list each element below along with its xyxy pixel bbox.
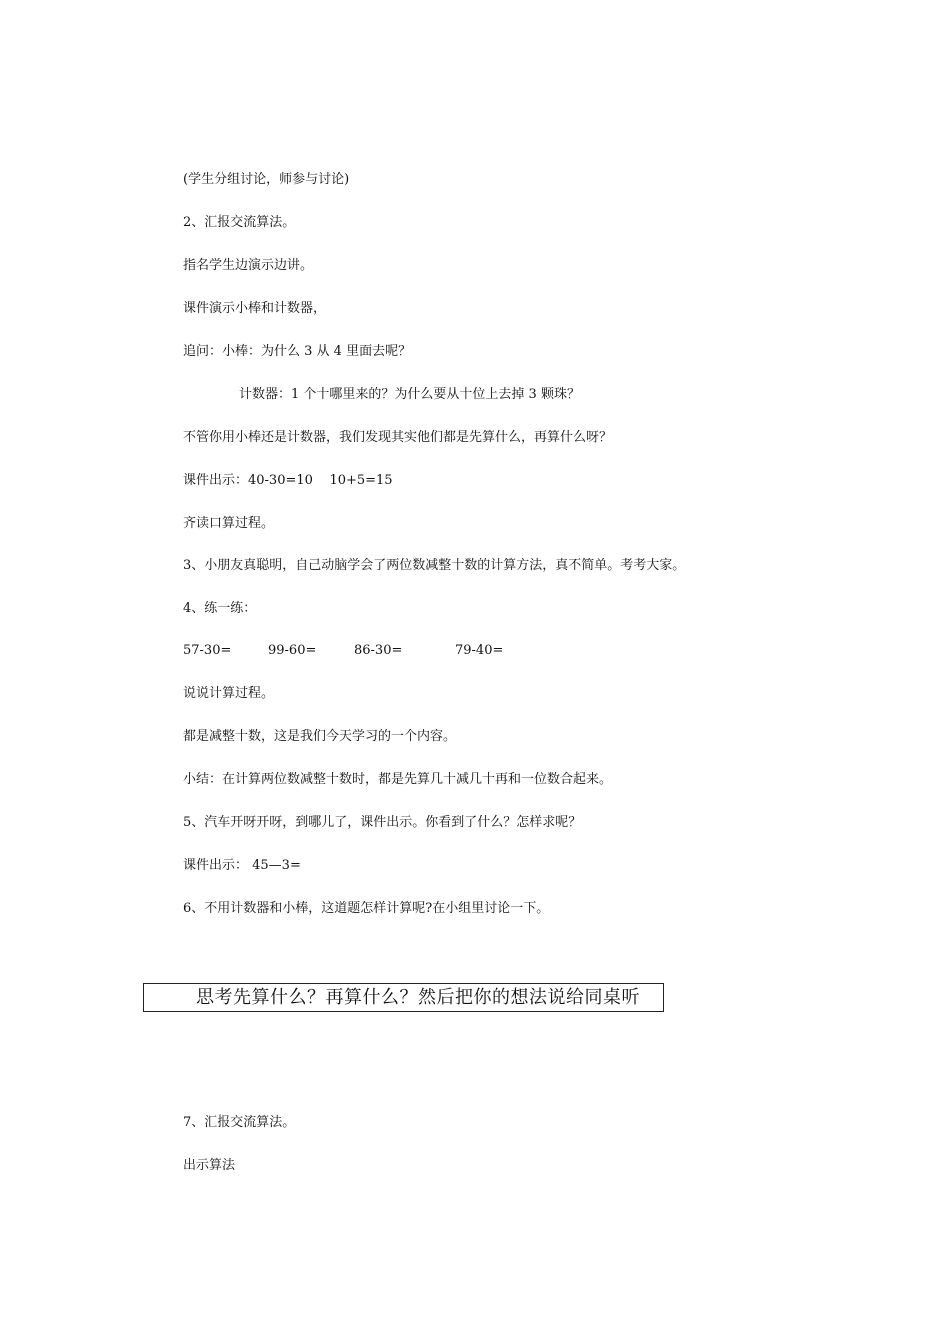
step-5-car: 5、汽车开呀开呀，到哪儿了，课件出示。你看到了什么？怎样求呢？ [183,815,582,830]
courseware-show-2: 课件出示： 45—3= [183,858,301,873]
step-6-discuss: 6、不用计数器和小棒，这道题怎样计算呢?在小组里讨论一下。 [183,901,550,916]
courseware-show-1: 课件出示：40-30=10 10+5=15 [183,473,393,488]
boxed-prompt-text: 思考先算什么？再算什么？然后把你的想法说给同桌听 [196,987,640,1008]
step-7-report: 7、汇报交流算法。 [183,1115,296,1130]
courseware-demo: 课件演示小棒和计数器， [183,301,327,316]
exercise-1: 57-30= [183,643,232,658]
followup-sticks: 追问：小棒：为什么 3 从 4 里面去呢？ [183,344,412,359]
discussion-note: (学生分组讨论，师参与讨论) [183,172,350,187]
step-3-praise: 3、小朋友真聪明，自己动脑学会了两位数减整十数的计算方法，真不简单。考考大家。 [183,558,686,573]
show-method: 出示算法 [183,1158,236,1173]
read-aloud: 齐读口算过程。 [183,516,275,531]
step-2-report: 2、汇报交流算法。 [183,215,296,230]
summary: 小结：在计算两位数减整十数时，都是先算几十减几十再和一位数合起来。 [183,772,613,787]
step-4-practice: 4、练一练： [183,601,257,616]
question-order: 不管你用小棒还是计数器，我们发现其实他们都是先算什么，再算什么呀？ [183,430,613,445]
explain-process: 说说计算过程。 [183,686,275,701]
exercise-2: 99-60= [268,643,317,658]
exercise-4: 79-40= [455,643,504,658]
student-demo: 指名学生边演示边讲。 [183,258,314,273]
boxed-prompt [143,983,664,1012]
followup-counter: 计数器：1 个十哪里来的？为什么要从十位上去掉 3 颗珠？ [239,387,580,402]
lesson-topic: 都是减整十数，这是我们今天学习的一个内容。 [183,729,457,744]
exercise-3: 86-30= [354,643,403,658]
